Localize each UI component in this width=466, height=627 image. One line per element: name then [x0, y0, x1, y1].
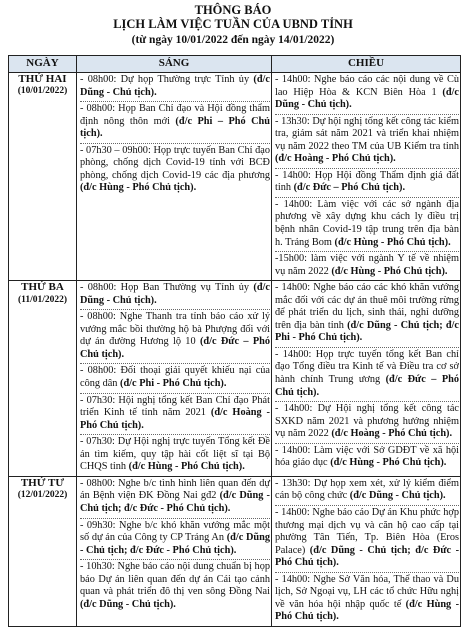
item-official: (đ/c Dũng - Chủ tịch; đ/c Đức - Phó Chủ tịch). [80, 490, 270, 514]
schedule-title: LỊCH LÀM VIỆC TUẦN CỦA UBND TỈNH [113, 17, 353, 31]
morning-cell [77, 73, 272, 281]
item-official: (đ/c Dũng - Chủ tịch). [80, 598, 176, 610]
item-text: - 08h00: Họp Ban Thường vụ Tỉnh ủy [80, 282, 254, 294]
afternoon-cell [272, 281, 461, 477]
item-official: (đ/c Dũng - Chủ tịch; đ/c Đức - Phó Chủ tịch). [80, 532, 271, 556]
day-name: THỨ BA [21, 281, 64, 294]
item-text: - 07h30: Dự Hội nghị trực tuyến Tổng kết Đề án tìm kiếm, quy tập hài cốt liệt sĩ tại Bộ CHQS tỉnh [80, 436, 270, 473]
item-official: (đ/c Đức – Phó Chủ tịch). [80, 336, 270, 360]
column-header-afternoon: CHIỀU [272, 56, 461, 73]
schedule-item [275, 348, 459, 402]
item-text: - 08h00: Họp Ban Chỉ đạo và Hội đồng thẩm định nông thôn mới [80, 103, 270, 127]
schedule-item [80, 102, 270, 144]
item-official: (đ/c Phi - Phó Chủ tịch). [120, 378, 227, 390]
schedule-item [80, 477, 270, 519]
morning-cell [77, 476, 272, 626]
schedule-item [275, 477, 459, 506]
day-date: (11/01/2022) [17, 294, 68, 305]
table-row [9, 476, 461, 626]
notice-heading: THÔNG BÁO [194, 3, 272, 17]
item-text: - 14h00: Họp trực tuyến tổng kết Ban chỉ đạo Tổng điều tra Kinh tế và Điều tra cơ sở hành chính Trung ương [275, 348, 459, 386]
schedule-item [80, 281, 270, 310]
item-text: - 13h30: Dự họp xem xét, xử lý kiểm điểm cán bộ công chức [275, 477, 459, 502]
day-date: (12/01/2022) [17, 490, 68, 501]
item-text: - 14h00: Làm việc với Sở GDĐT về xã hội hóa giáo dục [275, 444, 459, 469]
item-official: (đ/c Dũng - Chủ tịch). [349, 490, 446, 502]
schedule-item [80, 519, 270, 561]
item-text: - 13h30: Dự hội nghị tổng kết công tác kiểm tra, giám sát năm 2021 và triển khai nhiệm vụ năm 2022 theo TM của UB Kiểm tra tỉnh [275, 115, 459, 152]
schedule-item [275, 252, 459, 280]
item-official: (đ/c Hùng - Phó Chủ tịch). [330, 457, 447, 469]
item-text: -15h00: làm việc với ngành Y tế về nhiệm vụ năm 2022 [275, 253, 459, 277]
schedule-item [275, 169, 459, 198]
day-cell [9, 73, 77, 281]
item-official: (đ/c Hùng - Phó Chủ tịch). [275, 598, 459, 623]
schedule-item [275, 281, 459, 348]
item-text: - 14h00: Dự Hội nghị tổng kết công tác SXKD năm 2021 và phương hướng nhiệm vụ năm 2022 [275, 403, 459, 440]
column-header-morning: SÁNG [77, 56, 272, 73]
item-official: (đ/c Hùng - Phó Chủ tịch). [128, 461, 245, 473]
item-text: - 14h00: Nghe báo cáo các khó khăn vướng mắc đối với các dự án thuê môi trường rừng để phát triển du lịch, sinh thái, nghỉ dưỡng trên địa bàn tỉnh [275, 282, 459, 331]
item-text: - 08h00: Đối thoại giải quyết khiếu nại của công dân [80, 365, 270, 390]
item-official: (đ/c Dũng - Chủ tịch; đ/c Đức - Phó Chủ tịch). [275, 544, 459, 569]
schedule-item [275, 444, 459, 472]
schedule-item [275, 402, 459, 444]
item-text: - 07h30: Hội nghị tổng kết Ban Chỉ đạo Phát triển Kinh tế tỉnh năm 2021 [80, 394, 270, 419]
item-text: - 09h30: Nghe b/c khó khăn vướng mắc một số dự án của Công ty CP Trảng An [80, 519, 270, 544]
day-cell [9, 476, 77, 626]
item-official: (đ/c Đức – Phó Chủ tịch). [293, 182, 406, 194]
item-official: (đ/c Dũng - Chủ tịch). [80, 74, 270, 98]
item-text: - 14h00: Nghe Sở Văn hóa, Thể thao và Du lịch, Sở Ngoại vụ, LH các tổ chức Hữu nghị về văn hóa hội nhập quốc tế [275, 573, 459, 610]
schedule-item [80, 364, 270, 393]
item-text: - 14h00: Nghe báo cáo Dự án Khu phức hợp thương mại dịch vụ và căn hộ cao cấp tại phường Tân Tiến, Tp. Biên Hòa (Eros Palace) [275, 506, 459, 556]
item-official: (đ/c Dũng - Chủ tịch). [80, 282, 270, 306]
table-row [9, 281, 461, 477]
table-header-row [9, 56, 461, 73]
item-official: (đ/c Phi – Phó Chủ tịch). [80, 115, 270, 140]
item-official: (đ/c Hoàng - Phó Chủ tịch). [331, 428, 453, 440]
schedule-item [275, 115, 459, 169]
column-header-day: NGÀY [9, 56, 77, 73]
item-official: (đ/c Hùng - Phó Chủ tịch). [334, 236, 451, 248]
date-range: (từ ngày 10/01/2022 đến ngày 14/01/2022) [131, 34, 335, 46]
item-text: - 08h00: Nghe b/c tình hình liên quan đến dự án Bệnh viện ĐK Đồng Nai gđ2 [80, 477, 270, 502]
item-text: - 10h30: Nghe báo cáo nội dung chuẩn bị họp báo Dự án liên quan đến dự án Cái tạo cảnh quan và phát triển đô thị ven sông Đồng Nai [80, 561, 270, 598]
item-official: (đ/c Dũng - Chủ tịch). [275, 86, 459, 111]
item-text: - 14h00: Làm việc với các sở ngành địa phương về xây dựng khu cách ly điều trị bệnh nhân Covid-19 tập trung trên địa bàn h. Trảng Bom [275, 198, 459, 248]
item-text: - 08h00: Dự họp Thường trực Tỉnh ủy [80, 74, 254, 85]
item-text: - 14h00: Nghe báo cáo các nội dung về Cù lao Hiệp Hòa & KCN Biên Hòa 1 [275, 74, 459, 98]
schedule-item [80, 144, 270, 197]
morning-cell [77, 281, 272, 477]
schedule-item [80, 560, 270, 613]
schedule-table [8, 55, 461, 627]
schedule-item [80, 310, 270, 364]
schedule-item [80, 73, 270, 102]
schedule-item [275, 573, 459, 626]
item-official: (đ/c Hùng - Phó Chủ tịch). [331, 265, 448, 277]
item-text: - 08h00: Nghe Thanh tra tỉnh báo cáo xử lý vướng mắc bồi thường hộ bà Phượng đối với dự án đường Hương lộ 10 [80, 311, 270, 348]
item-text: - 07h30 – 09h00: Họp trực tuyến Ban Chỉ đạo phòng, chống dịch Covid-19 tỉnh với BCĐ phòng, chống dịch Covid-19 các địa phương [80, 144, 270, 181]
day-cell [9, 281, 77, 477]
item-official: (đ/c Hùng - Phó Chủ tịch). [80, 182, 197, 194]
day-name: THỨ HAI [18, 73, 67, 85]
item-text: - 14h00: Họp Hội đồng Thẩm định giá đất tỉnh [275, 169, 459, 194]
afternoon-cell [272, 73, 461, 281]
item-official: (đ/c Đức – Phó Chủ tịch). [275, 374, 459, 398]
day-name: THỨ TƯ [20, 476, 65, 489]
schedule-item [275, 198, 459, 252]
schedule-item [80, 435, 270, 476]
item-official: (đ/c Dũng - Chủ tịch; đ/c Phi - Phó Chủ tịch). [275, 319, 459, 344]
item-official: (đ/c Hoàng - Phó Chủ tịch). [275, 153, 396, 165]
schedule-item [275, 506, 459, 573]
table-row [9, 73, 461, 281]
schedule-item [275, 73, 459, 115]
day-date: (10/01/2022) [17, 86, 68, 97]
afternoon-cell [272, 476, 461, 626]
item-official: (đ/c Hoàng - Phó Chủ tịch). [80, 407, 270, 431]
schedule-item [80, 394, 270, 436]
